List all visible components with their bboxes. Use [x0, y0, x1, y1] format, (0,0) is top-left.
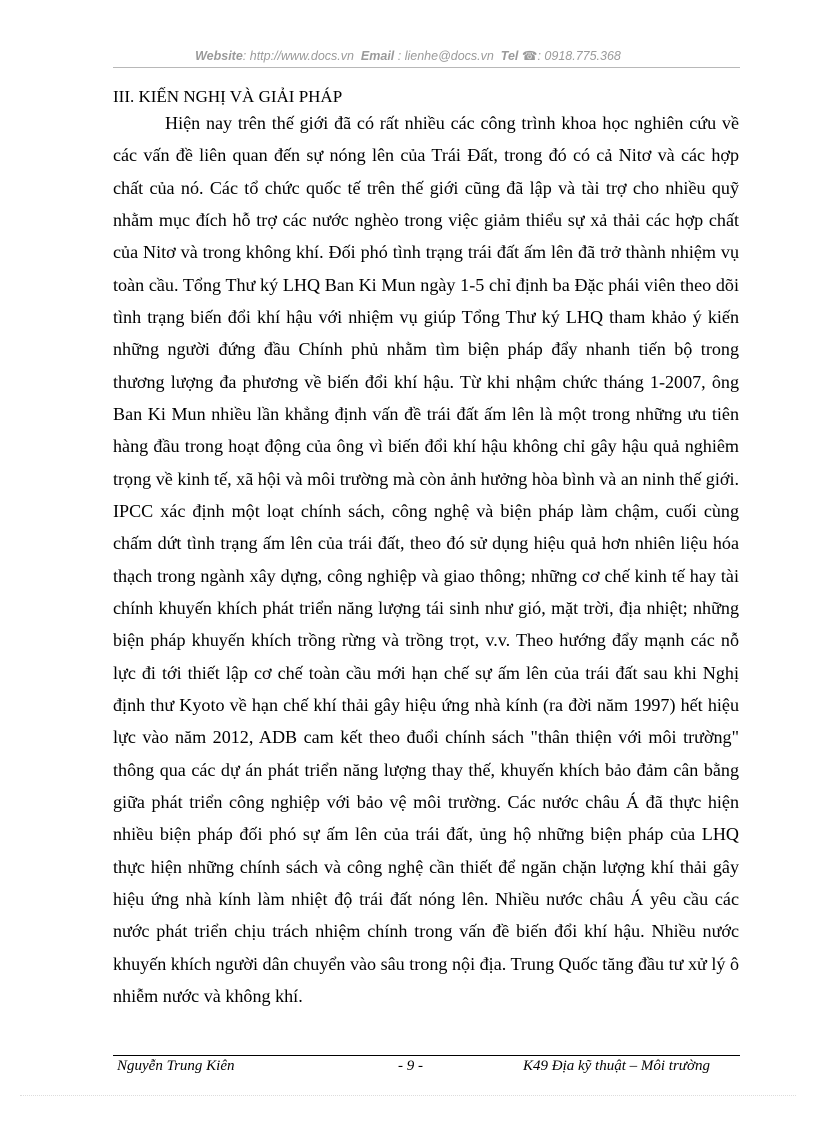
body-paragraph: Hiện nay trên thế giới đã có rất nhiều các công trình khoa học nghiên cứu về các vấn đề liên quan đến sự nóng lên của Trái Đất, trong đó có cả Nitơ và các hợp chất của nó. Các tổ chức quốc tế trên thế giới cũng đã lập và tài trợ cho nhiều quỹ nhằm mục đích hỗ trợ các nước nghèo trong việc giảm thiểu sự xả thải các hợp chất của Nitơ và trong không khí. Đối phó tình trạng trái đất ấm lên đã trở thành nhiệm vụ toàn cầu. Tổng Thư ký LHQ Ban Ki Mun ngày 1-5 chỉ định ba Đặc phái viên theo dõi tình trạng biến đổi khí hậu với nhiệm vụ giúp Tổng Thư ký LHQ tham khảo ý kiến những người đứng đầu Chính phủ nhằm tìm biện pháp đẩy nhanh tiến bộ trong thương lượng đa phương về biến đổi khí hậu. Từ khi nhậm chức tháng 1-2007, ông Ban Ki Mun nhiều lần khẳng định vấn đề trái đất ấm lên là một trong những ưu tiên hàng đầu trong hoạt động của ông vì biến đổi khí hậu không chỉ gây hậu quả nghiêm trọng về kinh tế, xã hội và môi trường mà còn ảnh hưởng hòa bình và an ninh thế giới. IPCC xác định một loạt chính sách, công nghệ và biện pháp làm chậm, cuối cùng chấm dứt tình trạng ấm lên của trái đất, theo đó sử dụng hiệu quả hơn nhiên liệu hóa thạch trong ngành xây dựng, công nghiệp và giao thông; những cơ chế kinh tế hay tài chính khuyến khích phát triển năng lượng tái sinh như gió, mặt trời, địa nhiệt; những biện pháp khuyến khích trồng rừng và trồng trọt, v.v. Theo hướng đẩy mạnh các nỗ lực đi tới thiết lập cơ chế toàn cầu mới hạn chế sự ấm lên của trái đất sau khi Nghị định thư Kyoto về hạn chế khí thải gây hiệu ứng nhà kính (ra đời năm 1997) hết hiệu lực vào năm 2012, ADB cam kết theo đuổi chính sách "thân thiện với môi trường" thông qua các dự án phát triển năng lượng thay thế, khuyến khích bảo đảm cân bằng giữa phát triển công nghiệp với bảo vệ môi trường. Các nước châu Á đã thực hiện nhiều biện pháp đối phó sự ấm lên của trái đất, ủng hộ những biện pháp của LHQ thực hiện những chính sách và công nghệ cần thiết để ngăn chặn lượng khí thải gây hiệu ứng nhà kính làm nhiệt độ trái đất nóng lên. Nhiều nước châu Á yêu cầu các nước phát triển chịu trách nhiệm chính trong vấn đề biến đổi khí hậu. Nhiều nước khuyến khích người dân chuyển vào sâu trong nội địa. Trung Quốc tăng đầu tư xử lý ô nhiễm nước và không khí.: [113, 113, 739, 1006]
page-number: - 9 -: [398, 1058, 423, 1074]
footer-author: Nguyễn Trung Kiên: [117, 1058, 235, 1074]
email-value[interactable]: : lienhe@docs.vn: [397, 49, 494, 63]
website-value[interactable]: : http://www.docs.vn: [242, 49, 354, 63]
footer-divider: [113, 1055, 740, 1056]
tel-value: : 0918.775.368: [537, 49, 621, 63]
page-edge: [20, 1095, 796, 1096]
email-label: Email: [360, 49, 395, 63]
footer-department: K49 Địa kỹ thuật – Môi trường: [522, 1058, 710, 1074]
page-footer: [113, 1058, 740, 1078]
website-label: Website: [195, 49, 243, 63]
page-header: [0, 48, 816, 63]
header-divider: [113, 67, 740, 68]
phone-icon: ☎: [521, 49, 538, 63]
tel-label: Tel: [500, 49, 519, 63]
section-title: III. KIẾN NGHỊ VÀ GIẢI PHÁP: [113, 87, 343, 106]
